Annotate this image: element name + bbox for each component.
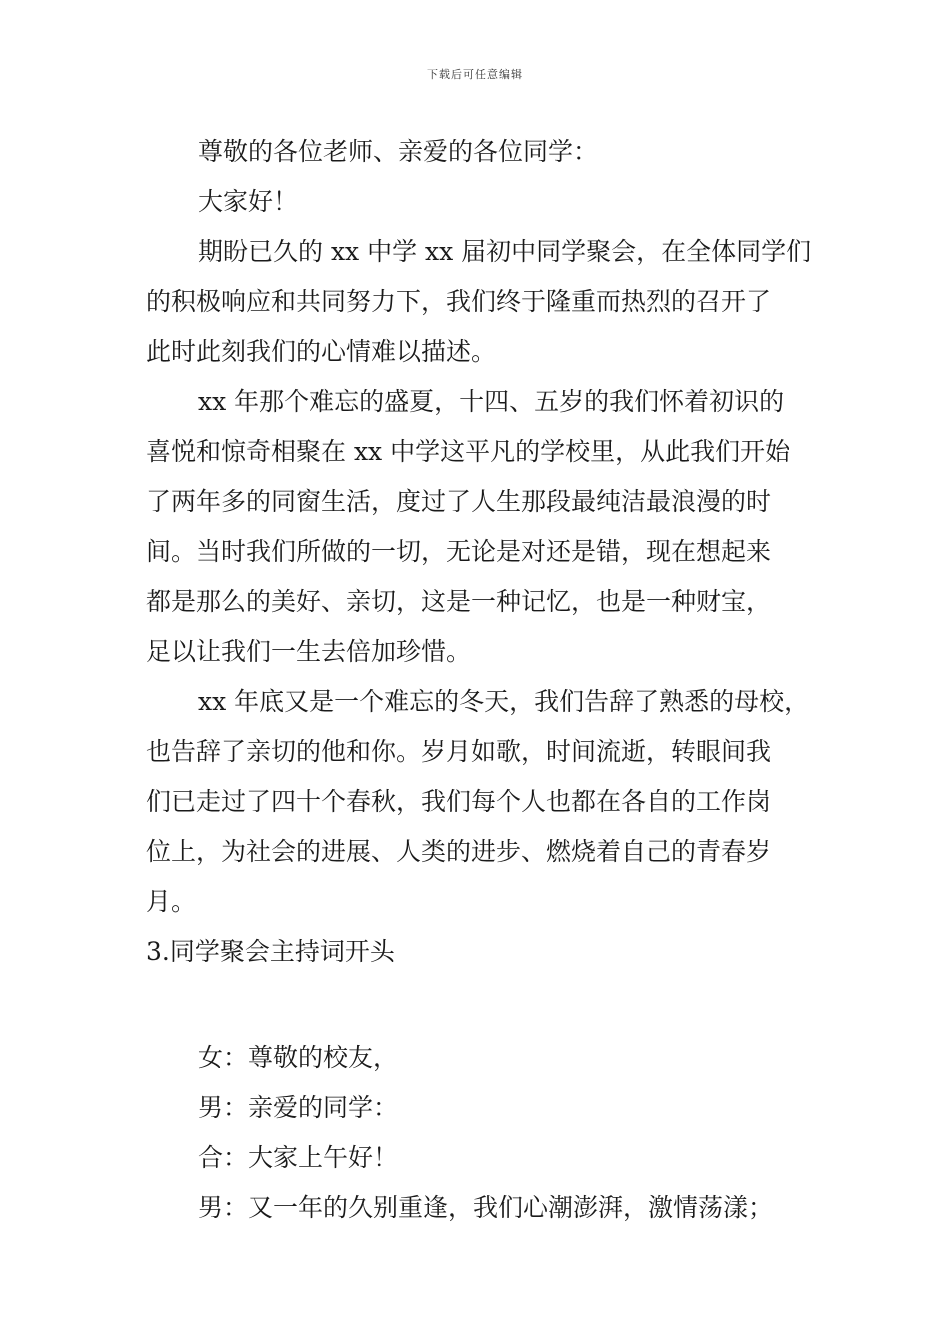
- paragraph-line: 都是那么的美好、亲切，这是一种记忆，也是一种财宝，: [146, 587, 772, 616]
- paragraph-line: 也告辞了亲切的他和你。岁月如歌，时间流逝，转眼间我: [146, 737, 772, 766]
- paragraph-line: 间。当时我们所做的一切，无论是对还是错，现在想起来: [146, 537, 772, 566]
- dialogue-line: 女：尊敬的校友，: [198, 1043, 399, 1072]
- paragraph-line: xx 年那个难忘的盛夏，十四、五岁的我们怀着初识的: [198, 387, 785, 416]
- greeting: 大家好！: [198, 187, 299, 216]
- salutation: 尊敬的各位老师、亲爱的各位同学：: [198, 137, 599, 166]
- section-gap: [146, 977, 826, 1033]
- paragraph-line: 月。: [146, 887, 197, 916]
- document-body: [146, 127, 826, 1233]
- dialogue-line: 男：又一年的久别重逢，我们心潮澎湃，激情荡漾；: [198, 1193, 774, 1222]
- paragraph-line: 位上，为社会的进展、人类的进步、燃烧着自己的青春岁: [146, 837, 772, 866]
- dialogue-line: 男：亲爱的同学：: [198, 1093, 399, 1122]
- paragraph-line: 了两年多的同窗生活，度过了人生那段最纯洁最浪漫的时: [146, 487, 772, 516]
- paragraph-line: xx 年底又是一个难忘的冬天，我们告辞了熟悉的母校，: [198, 687, 810, 716]
- paragraph-line: 足以让我们一生去倍加珍惜。: [146, 637, 472, 666]
- paragraph-line: 期盼已久的 xx 中学 xx 届初中同学聚会，在全体同学们: [198, 237, 812, 266]
- paragraph-line: 们已走过了四十个春秋，我们每个人也都在各自的工作岗: [146, 787, 772, 816]
- paragraph-line: 喜悦和惊奇相聚在 xx 中学这平凡的学校里，从此我们开始: [146, 437, 791, 466]
- paragraph-line: 的积极响应和共同努力下，我们终于隆重而热烈的召开了: [146, 287, 772, 316]
- dialogue-line: 合：大家上午好！: [198, 1143, 399, 1172]
- page-header-note: 下载后可任意编辑: [427, 68, 523, 81]
- paragraph-line: 此时此刻我们的心情难以描述。: [146, 337, 497, 366]
- section-title: 3.同学聚会主持词开头: [146, 937, 395, 966]
